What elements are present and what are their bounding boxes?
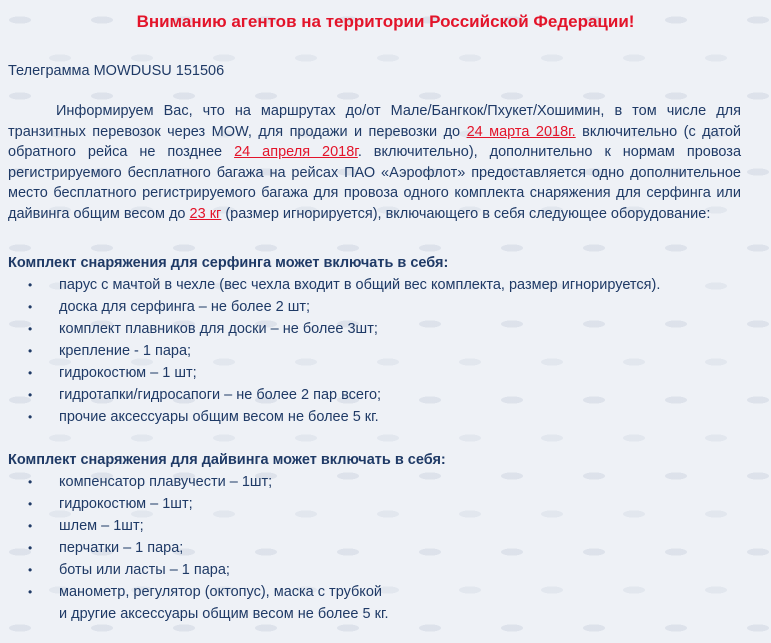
list-item: • гидрокостюм – 1шт; bbox=[8, 493, 741, 515]
surfing-equipment-list bbox=[8, 274, 741, 428]
bullet-icon: • bbox=[28, 518, 33, 533]
bullet-icon: • bbox=[28, 321, 33, 336]
bullet-icon: • bbox=[28, 584, 33, 599]
bullet-icon: • bbox=[28, 387, 33, 402]
surfing-section-title: Комплект снаряжения для серфинга может включать в себя: bbox=[8, 254, 449, 271]
list-item: • боты или ласты – 1 пара; bbox=[8, 559, 741, 581]
bullet-icon: • bbox=[28, 540, 33, 555]
diving-section-title: Комплект снаряжения для дайвинга может включать в себя: bbox=[8, 451, 446, 468]
list-item: • прочие аксессуары общим весом не более 5 кг. bbox=[8, 406, 741, 428]
telegram-number: Телеграмма MOWDUSU 151506 bbox=[8, 63, 225, 79]
weight-limit: 23 кг bbox=[189, 205, 222, 222]
list-item: • компенсатор плавучести – 1шт; bbox=[8, 471, 741, 493]
notice-page bbox=[8, 10, 741, 625]
list-item-continuation: и другие аксессуары общим весом не более 5 кг. bbox=[59, 605, 389, 622]
bullet-icon: • bbox=[28, 277, 33, 292]
bullet-icon: • bbox=[28, 343, 33, 358]
intro-text-4: (размер игнорируется), включающего в себя следующее оборудование: bbox=[221, 205, 711, 222]
list-item: • шлем – 1шт; bbox=[8, 515, 741, 537]
list-item: • гидрокостюм – 1 шт; bbox=[8, 362, 741, 384]
sale-deadline-date: 24 марта 2018г. bbox=[466, 123, 576, 140]
bullet-icon: • bbox=[28, 474, 33, 489]
bullet-icon: • bbox=[28, 365, 33, 380]
intro-text-2: включительно (с датой обратного рейса не позднее bbox=[8, 123, 742, 161]
return-deadline-date: 24 апреля 2018г bbox=[234, 144, 358, 161]
headline: Вниманию агентов на территории Российской Федерации! bbox=[136, 12, 635, 31]
list-item: • парус с мачтой в чехле (вес чехла входит в общий вес комплекта, размер игнорируется). bbox=[8, 274, 741, 296]
bullet-icon: • bbox=[28, 299, 33, 314]
list-item: • крепление - 1 пара; bbox=[8, 340, 741, 362]
list-item: • комплект плавников для доски – не более 3шт; bbox=[8, 318, 741, 340]
list-item: • манометр, регулятор (октопус), маска с трубкой и другие аксессуары общим весом не более 5 кг. bbox=[8, 581, 741, 625]
intro-text-1: Информируем Вас, что на маршрутах до/от Мале/Бангкок/Пхукет/Хошимин, в том числе для транзитных перевозок через MOW, для продажи и перевозки до bbox=[8, 103, 741, 140]
list-item: • перчатки – 1 пара; bbox=[8, 537, 741, 559]
bullet-icon: • bbox=[28, 562, 33, 577]
diving-equipment-list bbox=[8, 471, 741, 625]
list-item: • гидротапки/гидросапоги – не более 2 пар всего; bbox=[8, 384, 741, 406]
bullet-icon: • bbox=[28, 409, 33, 424]
bullet-icon: • bbox=[28, 496, 33, 511]
intro-text-3: . включительно), дополнительно к нормам провоза регистрируемого бесплатного багажа на рейсах ПАО «Аэрофлот» предоставляется одно дополнительное место бесплатного регистрируемого багажа для провоза одного комплекта снаряжения для серфинга или дайвинга общим весом до bbox=[8, 144, 742, 222]
intro-paragraph bbox=[8, 101, 741, 225]
list-item: • доска для серфинга – не более 2 шт; bbox=[8, 296, 741, 318]
